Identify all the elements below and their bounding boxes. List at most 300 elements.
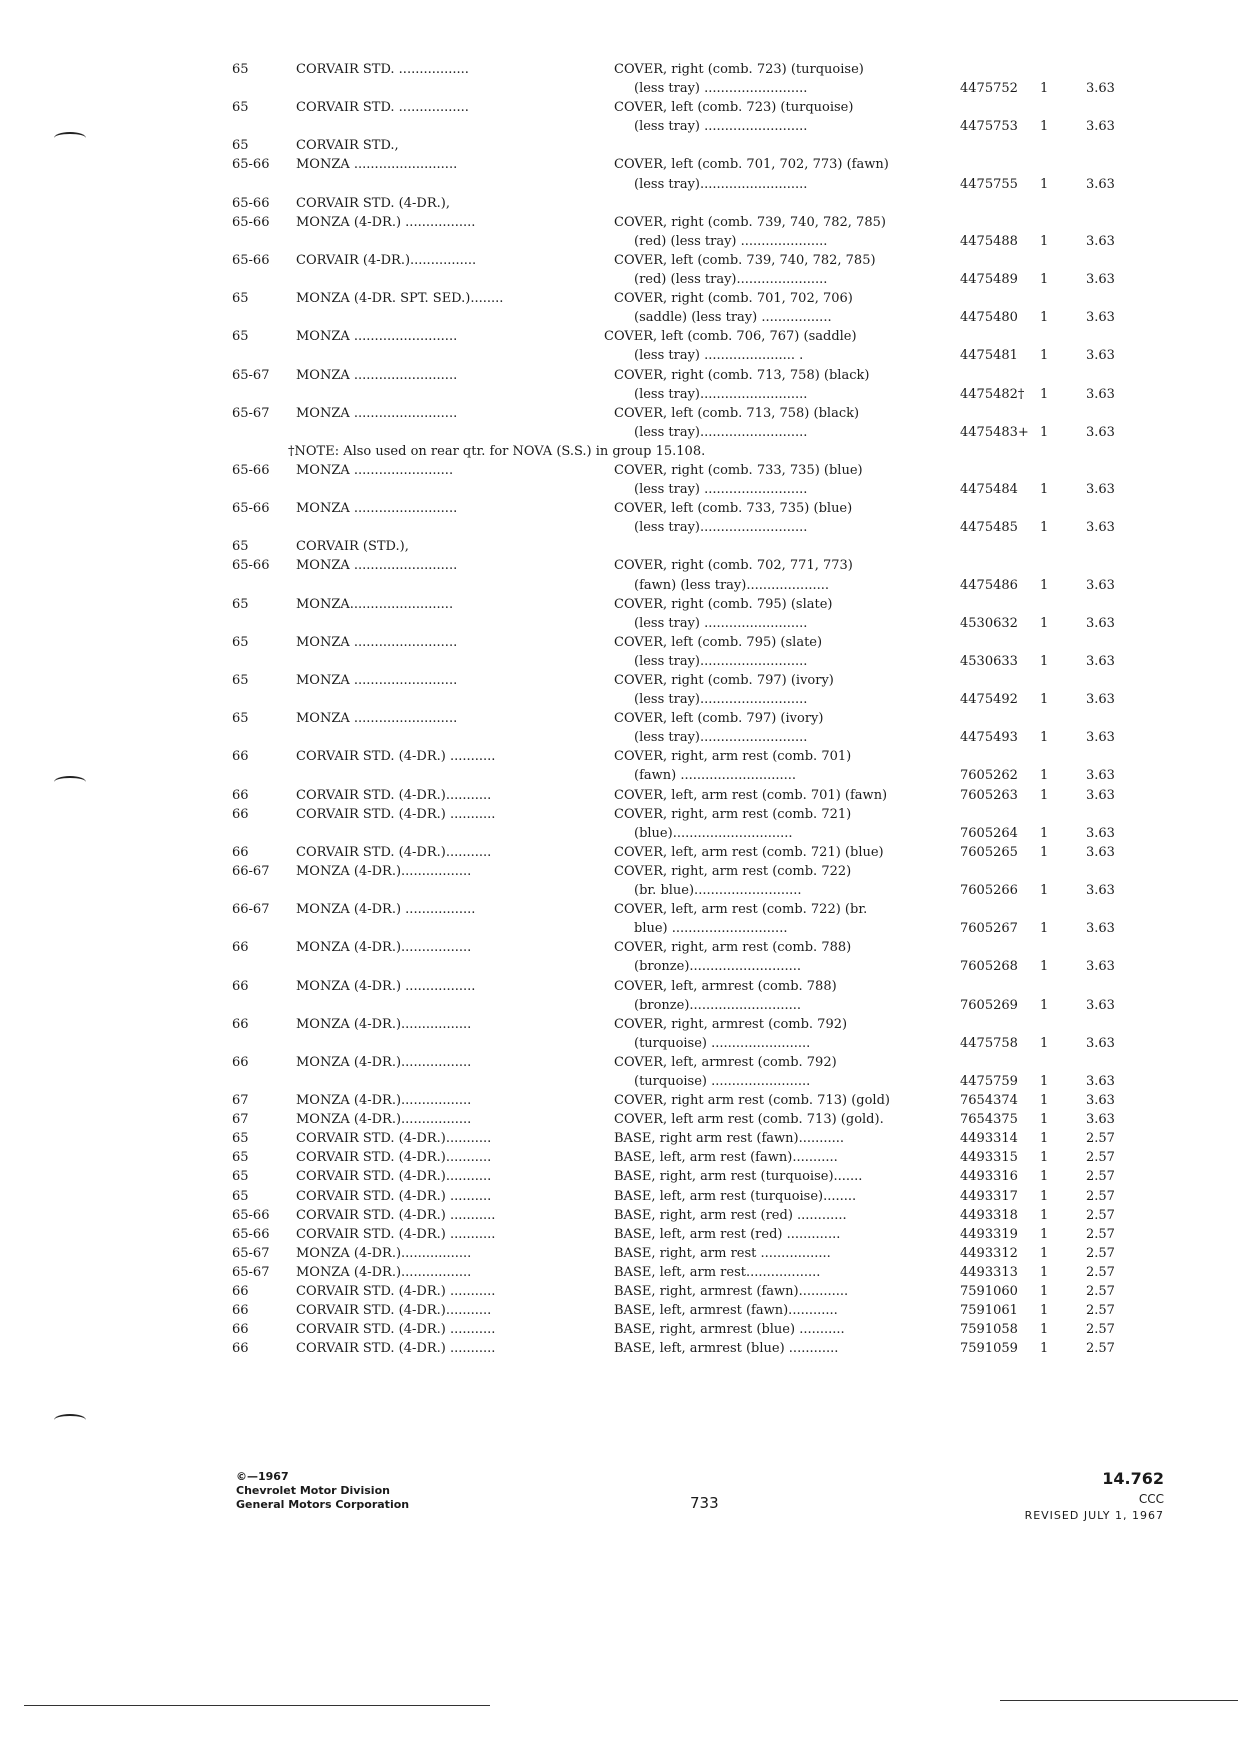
- part-number: 7605266: [960, 883, 1018, 899]
- part-number: 7605262: [960, 768, 1018, 784]
- parts-row: [0, 1244, 1248, 1263]
- quantity: 1: [1040, 520, 1049, 536]
- part-description: COVER, left (comb. 797) (ivory): [614, 711, 824, 727]
- parts-row: [0, 366, 1248, 385]
- model-year: 65-66: [232, 252, 270, 268]
- parts-row: [0, 633, 1248, 652]
- model-name: CORVAIR STD.,: [296, 138, 399, 154]
- part-description: COVER, right (comb. 797) (ivory): [614, 673, 834, 688]
- model-year: 65: [232, 329, 249, 345]
- quantity: 1: [1040, 482, 1049, 498]
- list-price: 3.63: [1086, 1093, 1115, 1109]
- parts-row: [0, 728, 1248, 747]
- quantity: 1: [1040, 653, 1049, 669]
- model-name: MONZA (4-DR.).................: [296, 863, 472, 879]
- model-year: 66: [232, 1054, 249, 1070]
- model-name: CORVAIR STD. (4-DR.)...........: [296, 1169, 492, 1185]
- quantity: 1: [1040, 1245, 1049, 1261]
- part-number: 4475485: [960, 520, 1018, 536]
- corporation-name: General Motors Corporation: [236, 1498, 410, 1511]
- part-description: COVER, right, arm rest (comb. 701): [614, 749, 852, 765]
- model-name: CORVAIR STD. (4-DR.) ..........: [296, 1188, 492, 1204]
- parts-row: [0, 576, 1248, 595]
- parts-row: [0, 155, 1248, 174]
- part-number: 4475480: [960, 310, 1018, 326]
- parts-row: [0, 480, 1248, 499]
- parts-row: [0, 671, 1248, 690]
- parts-row: [0, 1015, 1248, 1034]
- list-price: 2.57: [1086, 1131, 1115, 1147]
- part-number: 4475481: [960, 348, 1018, 364]
- part-number: 7591058: [960, 1322, 1018, 1338]
- model-year: 66: [232, 787, 249, 803]
- part-description: COVER, right (comb. 713, 758) (black): [614, 367, 870, 383]
- list-price: 3.63: [1086, 310, 1115, 326]
- part-description: BASE, right, arm rest (turquoise).......: [614, 1169, 863, 1185]
- part-description: (less tray)..........................: [634, 176, 808, 192]
- part-description: BASE, left, armrest (fawn)............: [614, 1303, 838, 1319]
- division-name: Chevrolet Motor Division: [236, 1484, 390, 1497]
- model-year: 66: [232, 978, 249, 994]
- part-description: BASE, left, arm rest..................: [614, 1264, 821, 1280]
- page-number: 733: [690, 1494, 719, 1512]
- list-price: 2.57: [1086, 1284, 1115, 1299]
- list-price: 3.63: [1086, 825, 1115, 841]
- part-description: (bronze)...........................: [634, 959, 801, 975]
- parts-row: [0, 1167, 1248, 1186]
- list-price: 2.57: [1086, 1150, 1115, 1166]
- model-year: 65-66: [232, 195, 270, 211]
- quantity: 1: [1040, 1341, 1049, 1357]
- quantity: 1: [1040, 825, 1049, 841]
- parts-row: [0, 977, 1248, 996]
- section-number: 14.762: [1102, 1469, 1164, 1488]
- list-price: 2.57: [1086, 1322, 1115, 1338]
- revision-date: REVISED JULY 1, 1967: [1024, 1509, 1164, 1522]
- quantity: 1: [1040, 1303, 1049, 1319]
- parts-row: [0, 289, 1248, 308]
- part-description: COVER, left, arm rest (comb. 722) (br.: [614, 902, 868, 918]
- model-name: MONZA .........................: [296, 711, 458, 727]
- model-name: CORVAIR STD. (4-DR.)...........: [296, 1150, 492, 1166]
- part-number: 4530632: [960, 615, 1018, 631]
- part-description: BASE, right, armrest (blue) ...........: [614, 1322, 845, 1338]
- footnote: †NOTE: Also used on rear qtr. for NOVA (S.S.) in group 15.108.: [288, 443, 706, 459]
- model-name: MONZA (4-DR. SPT. SED.)........: [296, 291, 504, 307]
- part-number: 4475755: [960, 176, 1018, 192]
- list-price: 3.63: [1086, 482, 1115, 498]
- quantity: 1: [1040, 1322, 1049, 1338]
- list-price: 3.63: [1086, 520, 1115, 536]
- quantity: 1: [1040, 1284, 1049, 1299]
- model-name: CORVAIR (STD.),: [296, 539, 409, 555]
- model-name: MONZA ........................: [296, 462, 454, 478]
- part-description: (blue).............................: [634, 825, 793, 841]
- list-price: 2.57: [1086, 1188, 1115, 1204]
- part-description: (less tray) .........................: [634, 615, 808, 631]
- parts-row: [0, 1263, 1248, 1282]
- part-description: (br. blue)..........................: [634, 883, 802, 899]
- part-description: COVER, left (comb. 733, 735) (blue): [614, 501, 853, 517]
- model-year: 65: [232, 1131, 249, 1147]
- part-description: BASE, right, arm rest (red) ............: [614, 1207, 847, 1223]
- model-year: 65-66: [232, 214, 270, 230]
- part-description: BASE, left, arm rest (turquoise)........: [614, 1188, 857, 1204]
- binder-mark-bottom: [54, 1414, 86, 1426]
- part-number: 4493316: [960, 1169, 1018, 1185]
- part-description: COVER, left, armrest (comb. 788): [614, 978, 837, 994]
- list-price: 3.63: [1086, 386, 1115, 402]
- list-price: 3.63: [1086, 348, 1115, 364]
- list-price: 3.63: [1086, 81, 1115, 97]
- quantity: 1: [1040, 272, 1049, 288]
- model-name: CORVAIR STD. (4-DR.),: [296, 195, 450, 211]
- quantity: 1: [1040, 730, 1049, 746]
- model-name: MONZA (4-DR.).................: [296, 1245, 472, 1261]
- model-year: 65: [232, 596, 249, 612]
- part-description: COVER, left, arm rest (comb. 721) (blue): [614, 844, 884, 860]
- model-year: 65: [232, 62, 249, 77]
- part-description: (bronze)...........................: [634, 997, 801, 1013]
- part-number: 4493319: [960, 1226, 1018, 1242]
- part-description: COVER, right, arm rest (comb. 721): [614, 806, 852, 822]
- model-year: 65-66: [232, 1207, 270, 1223]
- model-year: 66: [232, 749, 249, 765]
- model-year: 66: [232, 940, 249, 956]
- model-name: CORVAIR STD. (4-DR.) ...........: [296, 1284, 496, 1299]
- quantity: 1: [1040, 310, 1049, 326]
- model-year: 65-67: [232, 367, 270, 383]
- part-number: 4493317: [960, 1188, 1018, 1204]
- part-number: 7591061: [960, 1303, 1018, 1319]
- model-year: 66-67: [232, 863, 270, 879]
- part-number: 7605267: [960, 921, 1018, 937]
- parts-row: [0, 862, 1248, 881]
- parts-row: [0, 938, 1248, 957]
- part-description: (less tray)..........................: [634, 653, 808, 669]
- parts-row: [0, 1225, 1248, 1244]
- list-price: 3.63: [1086, 959, 1115, 975]
- list-price: 3.63: [1086, 653, 1115, 669]
- quantity: 1: [1040, 1035, 1049, 1051]
- model-name: CORVAIR STD. (4-DR.) ...........: [296, 806, 496, 822]
- model-name: CORVAIR STD. (4-DR.) ...........: [296, 1207, 496, 1223]
- part-description: COVER, right (comb. 723) (turquoise): [614, 62, 864, 77]
- quantity: 1: [1040, 615, 1049, 631]
- model-name: MONZA (4-DR.).................: [296, 940, 472, 956]
- part-number: 4530633: [960, 653, 1018, 669]
- model-name: CORVAIR STD. (4-DR.)...........: [296, 1303, 492, 1319]
- part-number: 7605263: [960, 787, 1018, 803]
- section-code: CCC: [1138, 1492, 1164, 1506]
- part-description: COVER, left (comb. 706, 767) (saddle): [604, 329, 857, 345]
- list-price: 3.63: [1086, 176, 1115, 192]
- model-year: 65-66: [232, 157, 270, 173]
- part-number: 7654375: [960, 1112, 1018, 1128]
- parts-row: [0, 60, 1248, 79]
- quantity: 1: [1040, 844, 1049, 860]
- model-name: MONZA .........................: [296, 634, 458, 650]
- part-description: COVER, left (comb. 723) (turquoise): [614, 100, 854, 116]
- list-price: 3.63: [1086, 119, 1115, 135]
- quantity: 1: [1040, 692, 1049, 708]
- quantity: 1: [1040, 959, 1049, 975]
- part-number: 4475484: [960, 482, 1018, 498]
- model-name: MONZA (4-DR.).................: [296, 1264, 472, 1280]
- part-number: 4475493: [960, 730, 1018, 746]
- model-year: 65: [232, 100, 249, 116]
- parts-row: [0, 996, 1248, 1015]
- model-name: MONZA (4-DR.) .................: [296, 214, 476, 230]
- parts-row: [0, 786, 1248, 805]
- list-price: 3.63: [1086, 424, 1115, 440]
- parts-row: [0, 213, 1248, 232]
- quantity: 1: [1040, 768, 1049, 784]
- model-year: 65-67: [232, 1264, 270, 1280]
- part-description: COVER, left (comb. 713, 758) (black): [614, 405, 860, 421]
- part-description: COVER, right (comb. 701, 702, 706): [614, 291, 853, 307]
- quantity: 1: [1040, 386, 1049, 402]
- part-description: BASE, right, armrest (fawn)............: [614, 1284, 849, 1299]
- part-number: 7654374: [960, 1093, 1018, 1109]
- part-number: 7591060: [960, 1284, 1018, 1299]
- parts-row: [0, 1034, 1248, 1053]
- part-description: (saddle) (less tray) .................: [634, 310, 832, 326]
- list-price: 2.57: [1086, 1264, 1115, 1280]
- parts-row: [0, 1148, 1248, 1167]
- part-description: (turquoise) ........................: [634, 1035, 811, 1051]
- model-year: 66-67: [232, 902, 270, 918]
- quantity: 1: [1040, 176, 1049, 192]
- list-price: 2.57: [1086, 1169, 1115, 1185]
- parts-row: [0, 327, 1248, 346]
- parts-row: [0, 556, 1248, 575]
- parts-row: [0, 1091, 1248, 1110]
- part-number: 7591059: [960, 1341, 1018, 1357]
- list-price: 3.63: [1086, 768, 1115, 784]
- list-price: 2.57: [1086, 1303, 1115, 1319]
- parts-row: [0, 766, 1248, 785]
- part-description: COVER, left (comb. 701, 702, 773) (fawn): [614, 157, 889, 173]
- quantity: 1: [1040, 1093, 1049, 1109]
- list-price: 3.63: [1086, 272, 1115, 288]
- parts-row: [0, 1053, 1248, 1072]
- parts-row: [0, 423, 1248, 442]
- publisher-block: [236, 1470, 409, 1512]
- part-description: BASE, left, armrest (blue) ............: [614, 1341, 839, 1357]
- part-number: 4475753: [960, 119, 1018, 135]
- parts-row: [0, 1282, 1248, 1301]
- parts-row: [0, 881, 1248, 900]
- list-price: 3.63: [1086, 844, 1115, 860]
- list-price: 3.63: [1086, 233, 1115, 249]
- quantity: 1: [1040, 1073, 1049, 1089]
- parts-row: [0, 404, 1248, 423]
- parts-row: [0, 461, 1248, 480]
- quantity: 1: [1040, 1264, 1049, 1280]
- part-description: COVER, right, armrest (comb. 792): [614, 1016, 848, 1032]
- part-description: (less tray) .........................: [634, 81, 808, 97]
- parts-row: [0, 1187, 1248, 1206]
- parts-listing: [0, 60, 1248, 1358]
- parts-row: [0, 232, 1248, 251]
- parts-row: [0, 1110, 1248, 1129]
- model-name: CORVAIR (4-DR.)................: [296, 252, 477, 268]
- model-name: CORVAIR STD. (4-DR.)...........: [296, 1131, 492, 1147]
- list-price: 3.63: [1086, 615, 1115, 631]
- quantity: 1: [1040, 997, 1049, 1013]
- model-name: MONZA (4-DR.).................: [296, 1016, 472, 1032]
- part-description: COVER, left, armrest (comb. 792): [614, 1054, 837, 1070]
- part-number: 7605269: [960, 997, 1018, 1013]
- parts-row: [0, 251, 1248, 270]
- copyright-line: ©—1967: [236, 1470, 289, 1483]
- model-year: 65: [232, 673, 249, 688]
- model-year: 66: [232, 1284, 249, 1299]
- quantity: 1: [1040, 1188, 1049, 1204]
- list-price: 3.63: [1086, 730, 1115, 746]
- parts-row: [0, 919, 1248, 938]
- parts-row: [0, 595, 1248, 614]
- list-price: 2.57: [1086, 1341, 1115, 1357]
- quantity: 1: [1040, 1150, 1049, 1166]
- part-description: COVER, left (comb. 739, 740, 782, 785): [614, 252, 876, 268]
- model-year: 65: [232, 1169, 249, 1185]
- list-price: 3.63: [1086, 921, 1115, 937]
- parts-row: [0, 308, 1248, 327]
- model-year: 65-66: [232, 501, 270, 517]
- part-number: 7605265: [960, 844, 1018, 860]
- model-name: MONZA .........................: [296, 367, 458, 383]
- model-name: CORVAIR STD. (4-DR.) ...........: [296, 1322, 496, 1338]
- part-description: COVER, right (comb. 702, 771, 773): [614, 558, 853, 574]
- quantity: 1: [1040, 883, 1049, 899]
- parts-row: [0, 346, 1248, 365]
- part-description: (less tray)..........................: [634, 424, 808, 440]
- parts-row: [0, 537, 1248, 556]
- list-price: 3.63: [1086, 997, 1115, 1013]
- model-name: CORVAIR STD. .................: [296, 100, 469, 116]
- parts-row: [0, 117, 1248, 136]
- list-price: 3.63: [1086, 1112, 1115, 1128]
- parts-row: [0, 1301, 1248, 1320]
- part-number: 4475486: [960, 577, 1018, 593]
- part-description: (fawn) (less tray)....................: [634, 577, 829, 593]
- parts-row: [0, 1072, 1248, 1091]
- parts-row: [0, 690, 1248, 709]
- model-name: MONZA .........................: [296, 329, 458, 345]
- model-year: 65-66: [232, 462, 270, 478]
- quantity: 1: [1040, 81, 1049, 97]
- model-year: 65: [232, 138, 249, 154]
- model-name: MONZA .........................: [296, 673, 458, 688]
- model-year: 65: [232, 1188, 249, 1204]
- footnote-row: [0, 442, 1248, 461]
- parts-row: [0, 499, 1248, 518]
- part-number: 4493318: [960, 1207, 1018, 1223]
- part-number: 4493313: [960, 1264, 1018, 1280]
- part-number: 4475482†: [960, 386, 1025, 402]
- quantity: 1: [1040, 577, 1049, 593]
- list-price: 3.63: [1086, 577, 1115, 593]
- part-number: 7605264: [960, 825, 1018, 841]
- model-year: 66: [232, 1341, 249, 1357]
- parts-row: [0, 1339, 1248, 1358]
- model-name: MONZA (4-DR.).................: [296, 1054, 472, 1070]
- parts-row: [0, 518, 1248, 537]
- model-name: CORVAIR STD. (4-DR.) ...........: [296, 749, 496, 765]
- quantity: 1: [1040, 348, 1049, 364]
- quantity: 1: [1040, 1207, 1049, 1223]
- model-name: MONZA (4-DR.).................: [296, 1112, 472, 1128]
- model-year: 65-66: [232, 558, 270, 574]
- model-year: 66: [232, 1322, 249, 1338]
- model-year: 66: [232, 806, 249, 822]
- part-description: (less tray)..........................: [634, 730, 808, 746]
- part-number: 4475489: [960, 272, 1018, 288]
- model-name: MONZA (4-DR.) .................: [296, 978, 476, 994]
- model-year: 66: [232, 844, 249, 860]
- model-year: 65: [232, 711, 249, 727]
- quantity: 1: [1040, 233, 1049, 249]
- quantity: 1: [1040, 119, 1049, 135]
- section-block: [1025, 1468, 1164, 1524]
- part-description: BASE, left, arm rest (red) .............: [614, 1226, 841, 1242]
- part-number: 4493312: [960, 1245, 1018, 1261]
- part-description: (less tray) .........................: [634, 119, 808, 135]
- parts-row: [0, 79, 1248, 98]
- part-description: blue) ............................: [634, 921, 788, 937]
- part-description: (less tray) ...................... .: [634, 348, 804, 364]
- quantity: 1: [1040, 424, 1049, 440]
- list-price: 2.57: [1086, 1207, 1115, 1223]
- parts-row: [0, 900, 1248, 919]
- model-name: CORVAIR STD. .................: [296, 62, 469, 77]
- model-name: MONZA .........................: [296, 501, 458, 517]
- part-description: COVER, right, arm rest (comb. 788): [614, 940, 852, 956]
- model-name: MONZA.........................: [296, 596, 454, 612]
- list-price: 3.63: [1086, 1035, 1115, 1051]
- quantity: 1: [1040, 1112, 1049, 1128]
- part-description: (less tray) .........................: [634, 482, 808, 498]
- part-number: 4475483+: [960, 424, 1029, 440]
- parts-row: [0, 98, 1248, 117]
- quantity: 1: [1040, 1131, 1049, 1147]
- parts-row: [0, 385, 1248, 404]
- model-name: MONZA .........................: [296, 157, 458, 173]
- list-price: 2.57: [1086, 1245, 1115, 1261]
- model-year: 65-66: [232, 1226, 270, 1242]
- parts-row: [0, 1206, 1248, 1225]
- part-description: (less tray)..........................: [634, 520, 808, 536]
- part-description: COVER, right (comb. 739, 740, 782, 785): [614, 214, 886, 230]
- model-name: MONZA (4-DR.).................: [296, 1093, 472, 1109]
- model-year: 65: [232, 291, 249, 307]
- list-price: 3.63: [1086, 1073, 1115, 1089]
- bottom-rule-right: [1000, 1700, 1238, 1701]
- part-number: 4475758: [960, 1035, 1018, 1051]
- part-number: 4475752: [960, 81, 1018, 97]
- part-description: (red) (less tray)......................: [634, 272, 828, 288]
- model-year: 65-67: [232, 1245, 270, 1261]
- parts-row: [0, 747, 1248, 766]
- model-year: 66: [232, 1303, 249, 1319]
- part-description: (fawn) ............................: [634, 768, 797, 784]
- part-description: COVER, right, arm rest (comb. 722): [614, 863, 852, 879]
- part-number: 4475488: [960, 233, 1018, 249]
- model-name: MONZA .........................: [296, 405, 458, 421]
- list-price: 3.63: [1086, 883, 1115, 899]
